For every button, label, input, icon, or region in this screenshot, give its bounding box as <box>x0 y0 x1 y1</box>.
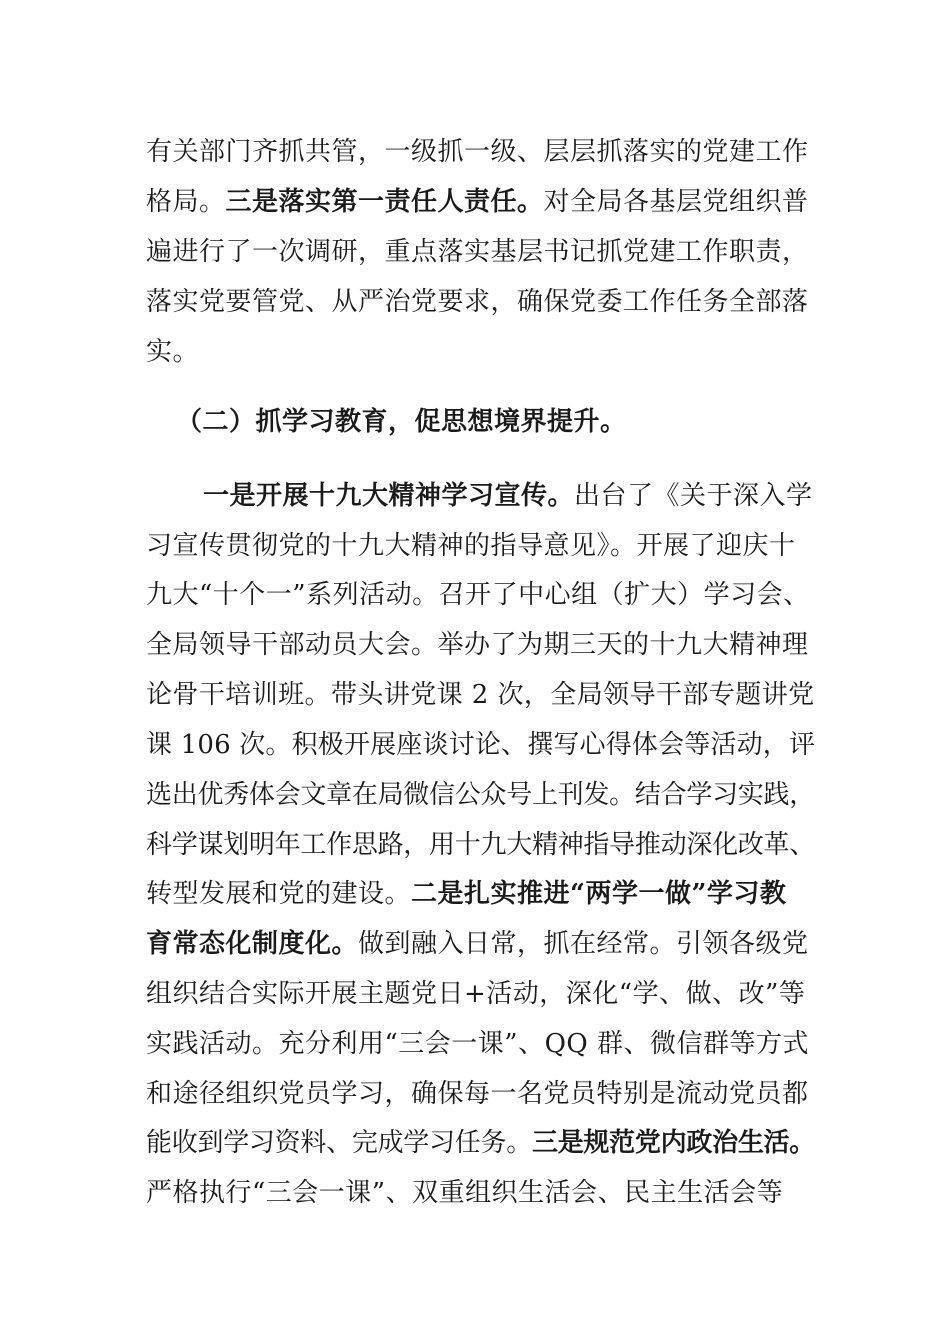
text-run: 实践活动。充分利用“三会一课”、QQ 群、微信群等方式 <box>146 1029 809 1059</box>
text-run: 遍进行了一次调研，重点落实基层书记抓党建工作职责， <box>146 237 809 267</box>
text-line <box>146 1128 815 1158</box>
text-line <box>146 979 805 1009</box>
bold-run: 三是落实第一责任人责任。 <box>225 187 544 217</box>
text-line <box>203 481 813 511</box>
text-run: 落实党要管党、从严治党要求，确保党委工作任务全部落 <box>146 287 809 317</box>
text-run: 做到融入日常，抓在经常。引领各级党 <box>358 929 809 959</box>
text-run: 全局领导干部动员大会。举办了为期三天的十九大精神理 <box>146 630 809 660</box>
text-run: 九大“十个一”系列活动。召开了中心组（扩大）学习会、 <box>146 580 810 610</box>
text-line <box>146 630 809 660</box>
bold-run: 二是扎实推进“两学一做”学习教 <box>411 879 787 909</box>
text-line <box>146 1029 809 1059</box>
text-line <box>146 237 809 267</box>
text-run: 格局。 <box>146 187 226 217</box>
text-line <box>146 1079 809 1109</box>
text-line <box>146 730 815 760</box>
text-run: 能收到学习资料、完成学习任务。 <box>146 1128 532 1158</box>
text-line <box>146 580 810 610</box>
text-run: 转型发展和党的建设。 <box>146 879 412 909</box>
text-line <box>146 1178 783 1208</box>
text-run: 选出优秀体会文章在局微信公众号上刊发。结合学习实践， <box>146 780 816 810</box>
text-line <box>146 830 815 860</box>
bold-run: 三是规范党内政治生活。 <box>531 1128 816 1158</box>
text-line <box>146 187 809 217</box>
text-run: 和途径组织党员学习，确保每一名党员特别是流动党员都 <box>146 1079 809 1109</box>
section-heading <box>176 407 627 437</box>
text-run: 对全局各基层党组织普 <box>543 187 809 217</box>
text-run: 习宣传贯彻党的十九大精神的指导意见》。开展了迎庆十 <box>146 531 796 561</box>
text-line <box>146 680 815 710</box>
text-line <box>146 531 796 561</box>
text-run: 课 106 次。积极开展座谈讨论、撰写心得体会等活动，评 <box>146 730 816 760</box>
bold-run: 一是开展十九大精神学习宣传。 <box>203 481 575 511</box>
bold-run: 育常态化制度化。 <box>146 929 359 959</box>
text-run: 论骨干培训班。带头讲党课 2 次，全局领导干部专题讲党 <box>146 680 815 710</box>
text-run: 科学谋划明年工作思路，用十九大精神指导推动深化改革、 <box>146 830 816 860</box>
text-line <box>146 287 809 317</box>
text-line <box>146 137 809 167</box>
heading-text: （二）抓学习教育，促思想境界提升。 <box>176 407 627 437</box>
text-line <box>146 929 809 959</box>
text-run: 严格执行“三会一课”、双重组织生活会、民主生活会等 <box>146 1178 784 1208</box>
text-line <box>146 337 199 367</box>
text-line <box>146 879 786 909</box>
text-run: 实。 <box>146 337 200 367</box>
text-line <box>146 780 815 810</box>
text-run: 出台了《关于深入学 <box>574 481 813 511</box>
text-run: 组织结合实际开展主题党日+活动，深化“学、做、改”等 <box>146 979 806 1009</box>
text-run: 有关部门齐抓共管，一级抓一级、层层抓落实的党建工作 <box>146 137 809 167</box>
